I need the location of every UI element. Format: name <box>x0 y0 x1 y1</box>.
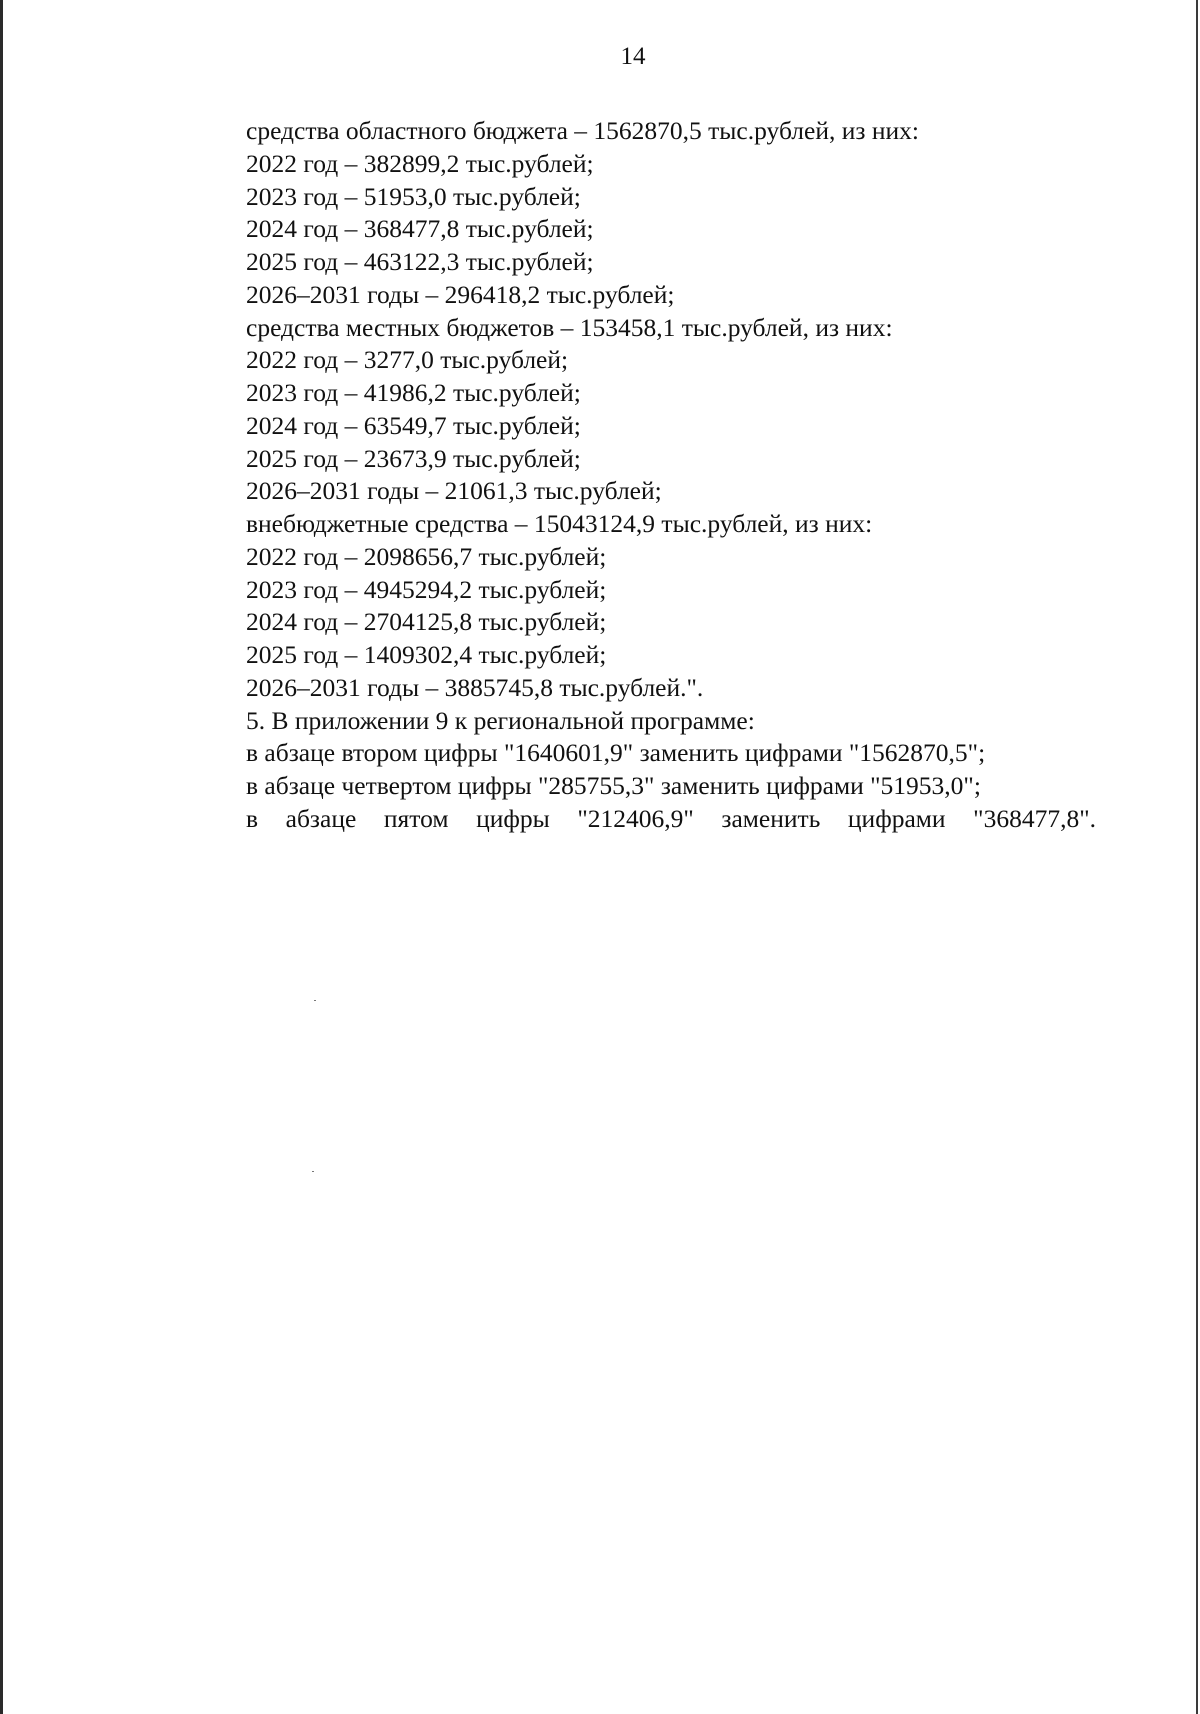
text-line: 2024 год – 63549,7 тыс.рублей; <box>246 410 581 440</box>
text-line: 2023 год – 51953,0 тыс.рублей; <box>246 181 581 211</box>
scan-edge-left <box>0 0 3 1714</box>
text-line: 2026–2031 годы – 296418,2 тыс.рублей; <box>246 279 675 309</box>
scan-speck <box>312 1171 314 1172</box>
scan-speck <box>314 1000 316 1001</box>
text-line: в абзаце четвертом цифры "285755,3" заменить цифрами "51953,0"; <box>246 771 981 800</box>
scan-edge-right <box>1196 0 1198 1714</box>
page-number: 14 <box>620 43 646 70</box>
text-line: 2022 год – 2098656,7 тыс.рублей; <box>246 541 607 571</box>
text-line: в абзаце втором цифры "1640601,9" заменить цифрами "1562870,5"; <box>246 738 986 768</box>
text-line: 2025 год – 23673,9 тыс.рублей; <box>246 443 581 473</box>
text-line: 2025 год – 463122,3 тыс.рублей; <box>246 247 594 276</box>
text-line: 5. В приложении 9 к региональной программе: <box>246 705 755 735</box>
text-line: средства местных бюджетов – 153458,1 тыс.рублей, из них: <box>246 312 893 342</box>
text-line: внебюджетные средства – 15043124,9 тыс.рублей, из них: <box>246 509 873 538</box>
text-line: 2023 год – 41986,2 тыс.рублей; <box>246 378 581 407</box>
text-line: 2025 год – 1409302,4 тыс.рублей; <box>246 640 607 669</box>
text-line: в абзаце пятом цифры "212406,9" заменить цифрами "368477,8". <box>246 803 1096 833</box>
text-line: 2024 год – 2704125,8 тыс.рублей; <box>246 607 607 637</box>
text-line: 2023 год – 4945294,2 тыс.рублей; <box>246 574 607 604</box>
text-line: 2026–2031 годы – 3885745,8 тыс.рублей.". <box>246 672 704 702</box>
text-line: 2026–2031 годы – 21061,3 тыс.рублей; <box>246 476 662 506</box>
text-line: 2022 год – 382899,2 тыс.рублей; <box>246 148 594 178</box>
document-body <box>246 115 1096 836</box>
text-line: 2022 год – 3277,0 тыс.рублей; <box>246 345 569 375</box>
text-line: 2024 год – 368477,8 тыс.рублей; <box>246 214 594 244</box>
text-line: средства областного бюджета – 1562870,5 тыс.рублей, из них: <box>246 116 919 145</box>
